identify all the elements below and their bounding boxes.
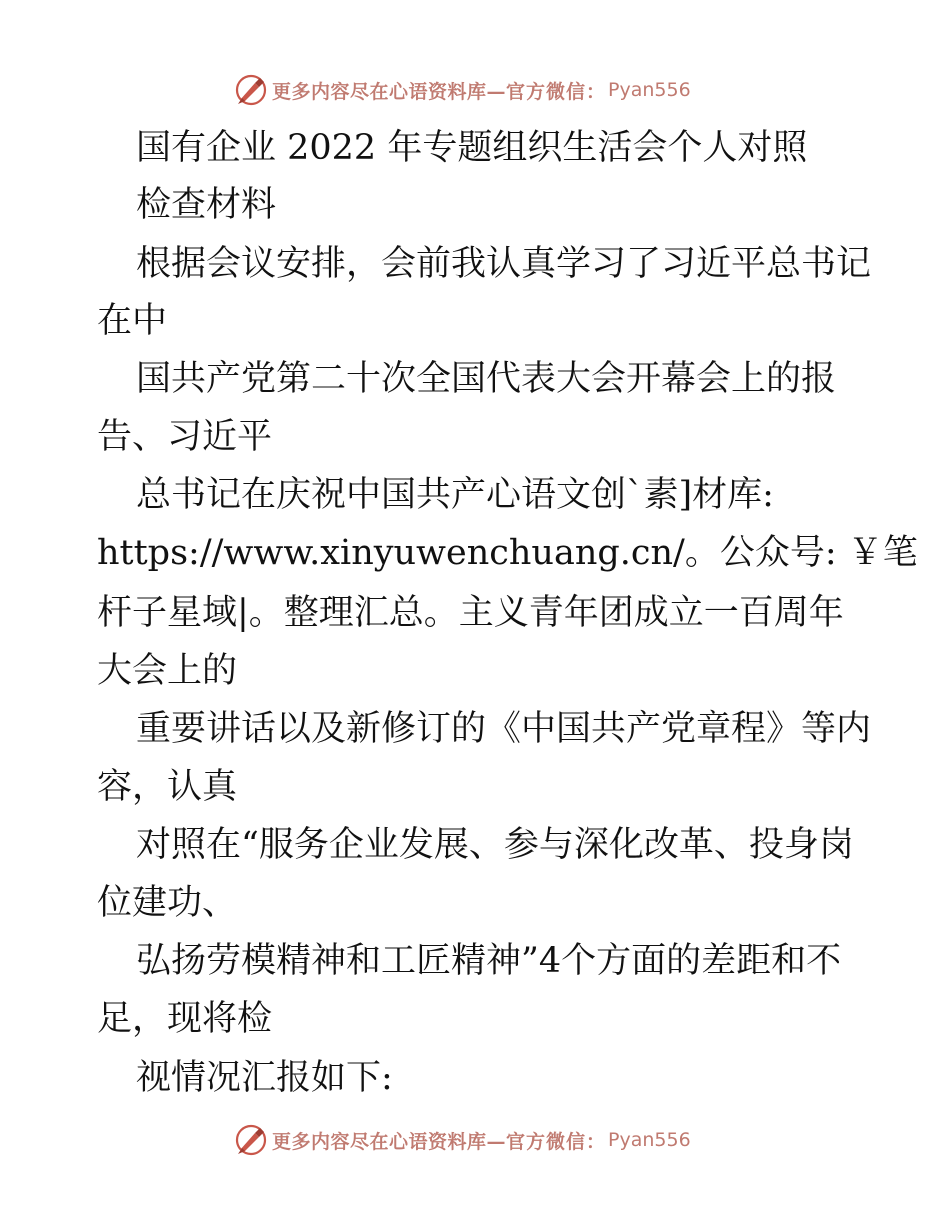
footer-banner-text: 更多内容尽在心语资料库—: [272, 1130, 507, 1153]
footer-banner-label: 官方微信：: [506, 1130, 607, 1153]
header-banner: [234, 72, 691, 108]
header-banner-text: 更多内容尽在心语资料库—: [272, 80, 507, 103]
pen-logo-icon: [234, 1123, 268, 1157]
body-line: 告、习近平: [97, 417, 273, 457]
body-line: 在中: [97, 301, 168, 341]
title-line-2: 检查材料: [136, 185, 277, 225]
body-line: 根据会议安排，会前我认真学习了习近平总书记: [136, 244, 872, 284]
body-line: 总书记在庆祝中国共产心语文创`素]材库:: [136, 475, 774, 515]
header-banner-label: 官方微信：: [506, 80, 607, 103]
body-line: 对照在“服务企业发展、参与深化改革、投身岗: [136, 825, 854, 865]
header-banner-id: Pyan556: [608, 79, 691, 101]
body-line: 位建功、: [97, 883, 238, 923]
body-line: 杆子星域|。整理汇总。主义青年团成立一百周年: [97, 593, 844, 633]
body-line: 弘扬劳模精神和工匠精神”4个方面的差距和不: [136, 941, 842, 981]
body-line: https://www.xinyuwenchuang.cn/。公众号: ￥笔: [97, 533, 918, 573]
pen-logo-icon: [234, 73, 268, 107]
body-line: 足，现将检: [97, 999, 273, 1039]
body-line: 国共产党第二十次全国代表大会开幕会上的报: [136, 359, 837, 399]
body-line: 大会上的: [97, 651, 238, 691]
footer-banner: [234, 1122, 691, 1158]
footer-banner-id: Pyan556: [608, 1129, 691, 1151]
body-line: 视情况汇报如下:: [136, 1058, 393, 1098]
body-line: 容，认真: [97, 767, 238, 807]
title-line-1: 国有企业 2022 年专题组织生活会个人对照: [136, 128, 808, 168]
body-line: 重要讲话以及新修订的《中国共产党章程》等内: [136, 709, 872, 749]
